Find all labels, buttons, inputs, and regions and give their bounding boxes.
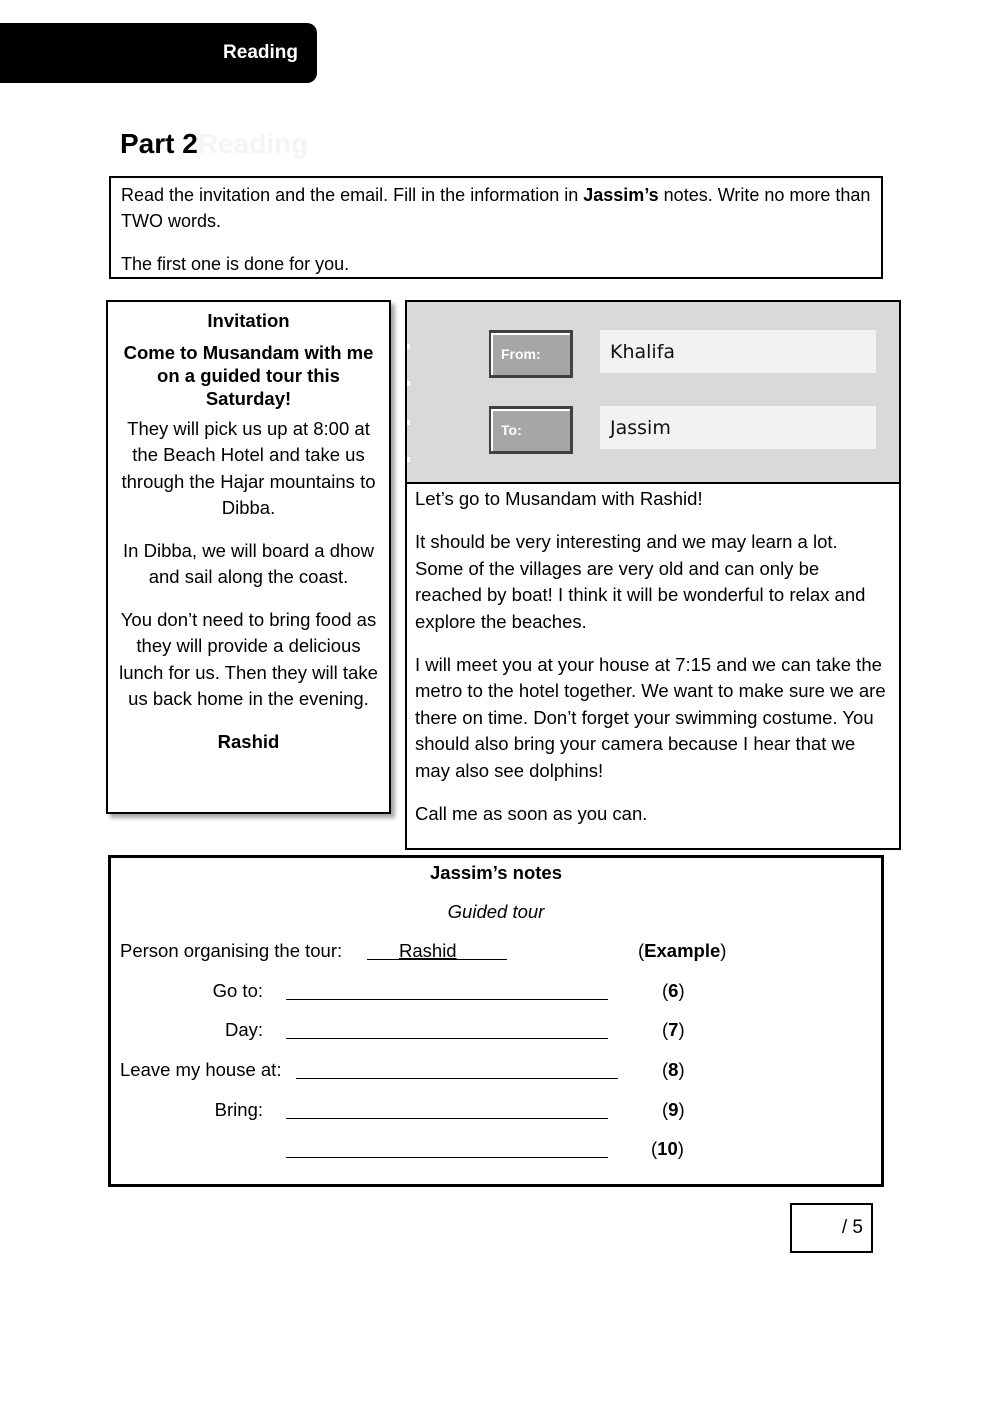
notes-title: Jassim’s notes: [430, 862, 562, 883]
instructions-text-end: notes. Write no more than TWO words.: [121, 185, 871, 231]
section-tab-label: Reading: [223, 42, 298, 63]
question-number: (8): [662, 1059, 685, 1080]
note-row-8: [111, 1059, 881, 1083]
email-from-field: Khalifa: [600, 330, 876, 373]
note-row-7: [111, 1019, 881, 1043]
email-body: [407, 484, 899, 829]
jassims-notes: [108, 855, 884, 1187]
invitation-card: [106, 300, 391, 814]
section-tab-reading: [0, 23, 317, 83]
question-number: (6): [662, 980, 685, 1001]
email-to-label: To:: [489, 406, 573, 454]
answer-line-10[interactable]: [286, 1138, 608, 1158]
invitation-heading: Invitation: [207, 310, 290, 331]
answer-line-9[interactable]: [286, 1099, 608, 1119]
note-label: Go to:: [212, 980, 263, 1001]
paren: (: [638, 940, 645, 961]
email-paragraph: It should be very interesting and we may learn a lot. Some of the villages are very old and can only be reached by boat! I think it will be wonderful to relax and explore the beaches.: [415, 531, 866, 632]
instructions-text: Read the invitation and the email. Fill in the information in: [121, 185, 584, 205]
note-row-6: [111, 980, 881, 1004]
instructions-box: [109, 176, 883, 279]
score-text: / 5: [841, 1217, 863, 1238]
note-label: Leave my house at:: [120, 1059, 282, 1080]
invitation-signature: Rashid: [217, 730, 280, 752]
example-row: [111, 940, 881, 964]
email-panel: [405, 300, 901, 850]
answer-line-8[interactable]: [296, 1059, 618, 1079]
email-to-field: Jassim: [600, 406, 876, 449]
invitation-paragraph: They will pick us up at 8:00 at the Beach Hotel and take us through the Hajar mountains to Dibba.: [121, 417, 376, 518]
note-row-10: [111, 1138, 881, 1162]
example-tag: [638, 940, 726, 962]
part-title-text: Part 2: [120, 128, 198, 159]
email-paragraph: I will meet you at your house at 7:15 and we can take the metro to the hotel together. We want to make sure we are there on time. Don’t forget your swimming costume. You should also bring your camera because I hear that we may also see dolphins!: [415, 653, 886, 781]
notes-subtitle: Guided tour: [447, 901, 545, 922]
email-header: [407, 302, 899, 484]
note-label: Bring:: [214, 1099, 263, 1120]
invitation-headline: Come to Musandam with me on a guided tour this Saturday!: [123, 341, 374, 409]
part-title: [120, 128, 308, 160]
border-tick: [407, 457, 410, 462]
score-box: [790, 1203, 873, 1253]
part-title-ghost-text: Reading: [197, 128, 309, 159]
instructions-line-1: [121, 182, 871, 234]
instructions-line-2: The first one is done for you.: [121, 254, 350, 274]
note-row-9: [111, 1099, 881, 1123]
invitation-paragraph: In Dibba, we will board a dhow and sail along the coast.: [123, 539, 374, 587]
answer-line-7[interactable]: [286, 1019, 608, 1039]
email-from-label: From:: [489, 330, 573, 378]
example-answer: Rashid: [399, 940, 457, 961]
paren: ): [720, 940, 727, 961]
example-tag-text: Example: [644, 940, 721, 961]
border-tick: [407, 420, 410, 425]
email-paragraph: Call me as soon as you can.: [415, 802, 648, 824]
border-tick: [407, 344, 410, 349]
instructions-bold-name: Jassim’s: [583, 185, 659, 205]
question-number: (10): [651, 1138, 684, 1159]
border-tick: [407, 381, 410, 386]
invitation-paragraph: You don’t need to bring food as they will provide a delicious lunch for us. Then they will take us back home in the evening.: [119, 608, 378, 709]
question-number: (7): [662, 1019, 685, 1040]
email-paragraph: Let’s go to Musandam with Rashid!: [415, 488, 703, 509]
question-number: (9): [662, 1099, 685, 1120]
note-label: Day:: [224, 1019, 263, 1040]
answer-line-6[interactable]: [286, 980, 608, 1000]
example-label: Person organising the tour:: [120, 940, 343, 961]
